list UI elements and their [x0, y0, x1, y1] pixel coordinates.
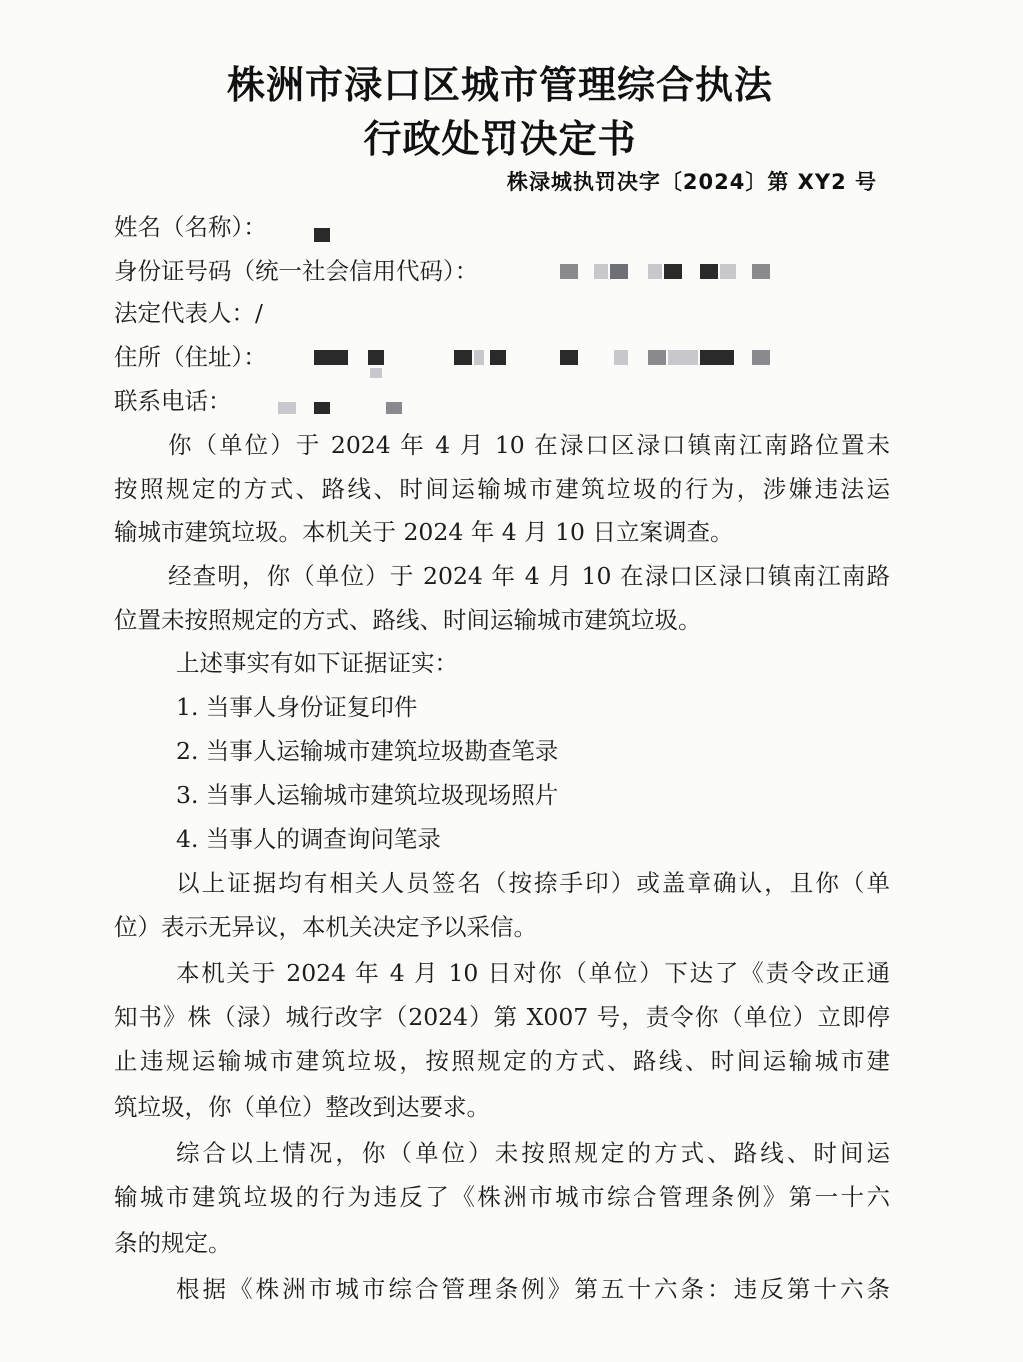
paragraph-1-line-1: 你（单位）于 2024 年 4 月 10 在渌口区渌口镇南江南路位置未	[168, 431, 890, 459]
paragraph-2-line-2: 位置未按照规定的方式、路线、时间运输城市建筑垃圾。	[114, 606, 702, 634]
paragraph-5-line-3: 条的规定。	[114, 1229, 232, 1257]
address-label: 住所（住址）：	[114, 343, 267, 371]
paragraph-1-line-2: 按照规定的方式、路线、时间运输城市建筑垃圾的行为，涉嫌违法运	[114, 475, 890, 503]
paragraph-4-line-4: 筑垃圾，你（单位）整改到达要求。	[114, 1093, 490, 1121]
name-field	[114, 212, 890, 242]
evidence-item: 4. 当事人的调查询问笔录	[176, 825, 441, 853]
paragraph-6-line-1: 根据《株洲市城市综合管理条例》第五十六条：违反第十六条	[176, 1275, 890, 1303]
document-title-line2: 行政处罚决定书	[363, 117, 637, 161]
document-number: 株渌城执罚决字〔2024〕第 XY2 号	[506, 170, 877, 194]
evidence-item: 1. 当事人身份证复印件	[176, 693, 418, 721]
paragraph-2-line-1: 经查明，你（单位）于 2024 年 4 月 10 在渌口区渌口镇南江南路	[168, 562, 890, 590]
paragraph-5-line-1: 综合以上情况，你（单位）未按照规定的方式、路线、时间运	[176, 1139, 890, 1167]
legal-representative-field	[114, 298, 890, 328]
paragraph-3-line-1: 以上证据均有相关人员签名（按捺手印）或盖章确认，且你（单	[176, 869, 890, 897]
paragraph-4-line-2: 知书》株（渌）城行改字（2024）第 X007 号，责令你（单位）立即停	[114, 1003, 890, 1031]
evidence-intro: 上述事实有如下证据证实：	[176, 649, 458, 677]
redacted-name	[314, 228, 330, 242]
paragraph-1-line-3: 输城市建筑垃圾。本机关于 2024 年 4 月 10 日立案调查。	[114, 518, 734, 546]
evidence-item: 3. 当事人运输城市建筑垃圾现场照片	[176, 781, 559, 809]
phone-label: 联系电话：	[114, 387, 232, 415]
document-title-line1: 株洲市渌口区城市管理综合执法	[226, 63, 773, 107]
paragraph-4-line-3: 止违规运输城市建筑垃圾，按照规定的方式、路线、时间运输城市建	[114, 1047, 890, 1075]
paragraph-5-line-2: 输城市建筑垃圾的行为违反了《株洲市城市综合管理条例》第一十六	[114, 1183, 890, 1211]
id-number-label: 身份证号码（统一社会信用代码）：	[114, 257, 479, 285]
name-label: 姓名（名称）：	[114, 213, 267, 241]
paragraph-4-line-1: 本机关于 2024 年 4 月 10 日对你（单位）下达了《责令改正通	[176, 959, 890, 987]
legal-representative-label: 法定代表人：	[114, 299, 255, 327]
phone-field	[114, 386, 890, 416]
evidence-item: 2. 当事人运输城市建筑垃圾勘查笔录	[176, 737, 559, 765]
id-number-field	[114, 256, 890, 286]
legal-representative-value: /	[255, 299, 263, 327]
paragraph-3-line-2: 位）表示无异议，本机关决定予以采信。	[114, 913, 537, 941]
